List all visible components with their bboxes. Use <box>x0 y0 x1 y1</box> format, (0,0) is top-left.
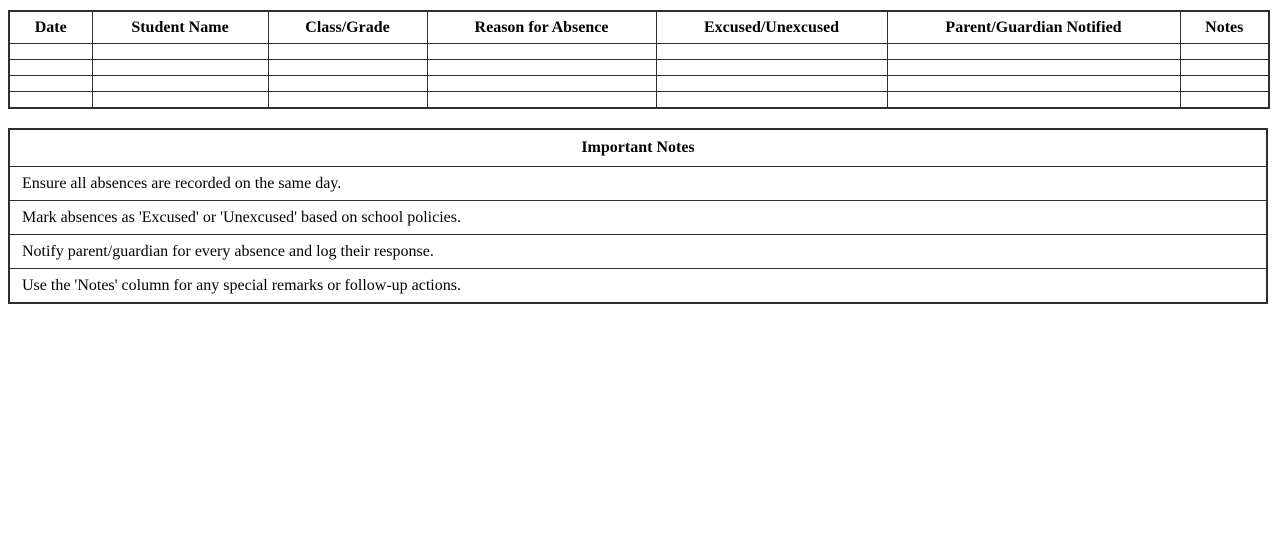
empty-cell <box>92 92 268 109</box>
empty-cell <box>268 76 427 92</box>
column-header-class-grade: Class/Grade <box>268 11 427 44</box>
empty-cell <box>656 60 887 76</box>
list-item <box>9 269 1267 304</box>
column-header-parent-guardian-notified: Parent/Guardian Notified <box>887 11 1180 44</box>
empty-cell <box>427 44 656 60</box>
empty-cell <box>92 44 268 60</box>
important-notes-table <box>8 128 1268 304</box>
important-notes-body <box>9 167 1267 304</box>
empty-cell <box>656 76 887 92</box>
absence-table-body <box>9 44 1269 109</box>
empty-cell <box>9 92 92 109</box>
empty-cell <box>656 44 887 60</box>
empty-cell <box>268 60 427 76</box>
empty-cell <box>1180 44 1269 60</box>
column-header-reason-for-absence: Reason for Absence <box>427 11 656 44</box>
empty-cell <box>427 76 656 92</box>
empty-cell <box>92 60 268 76</box>
empty-cell <box>9 76 92 92</box>
important-notes-title: Important Notes <box>9 129 1267 167</box>
list-item <box>9 235 1267 269</box>
empty-cell <box>1180 76 1269 92</box>
empty-cell <box>9 44 92 60</box>
empty-cell <box>887 60 1180 76</box>
empty-cell <box>427 92 656 109</box>
table-row <box>9 60 1269 76</box>
empty-cell <box>1180 60 1269 76</box>
empty-cell <box>887 44 1180 60</box>
list-item <box>9 201 1267 235</box>
note-text: Use the 'Notes' column for any special remarks or follow-up actions. <box>9 269 1267 304</box>
empty-cell <box>92 76 268 92</box>
column-header-date: Date <box>9 11 92 44</box>
empty-cell <box>427 60 656 76</box>
note-text: Ensure all absences are recorded on the same day. <box>9 167 1267 201</box>
table-row <box>9 44 1269 60</box>
absence-table-header-row <box>9 11 1269 44</box>
important-notes-header-row <box>9 129 1267 167</box>
column-header-excused-unexcused: Excused/Unexcused <box>656 11 887 44</box>
table-row <box>9 76 1269 92</box>
column-header-student-name: Student Name <box>92 11 268 44</box>
list-item <box>9 167 1267 201</box>
column-header-notes: Notes <box>1180 11 1269 44</box>
note-text: Notify parent/guardian for every absence and log their response. <box>9 235 1267 269</box>
table-row <box>9 92 1269 109</box>
empty-cell <box>887 76 1180 92</box>
empty-cell <box>9 60 92 76</box>
note-text: Mark absences as 'Excused' or 'Unexcused' based on school policies. <box>9 201 1267 235</box>
empty-cell <box>656 92 887 109</box>
empty-cell <box>887 92 1180 109</box>
absence-log-table <box>8 10 1270 109</box>
empty-cell <box>1180 92 1269 109</box>
empty-cell <box>268 92 427 109</box>
empty-cell <box>268 44 427 60</box>
